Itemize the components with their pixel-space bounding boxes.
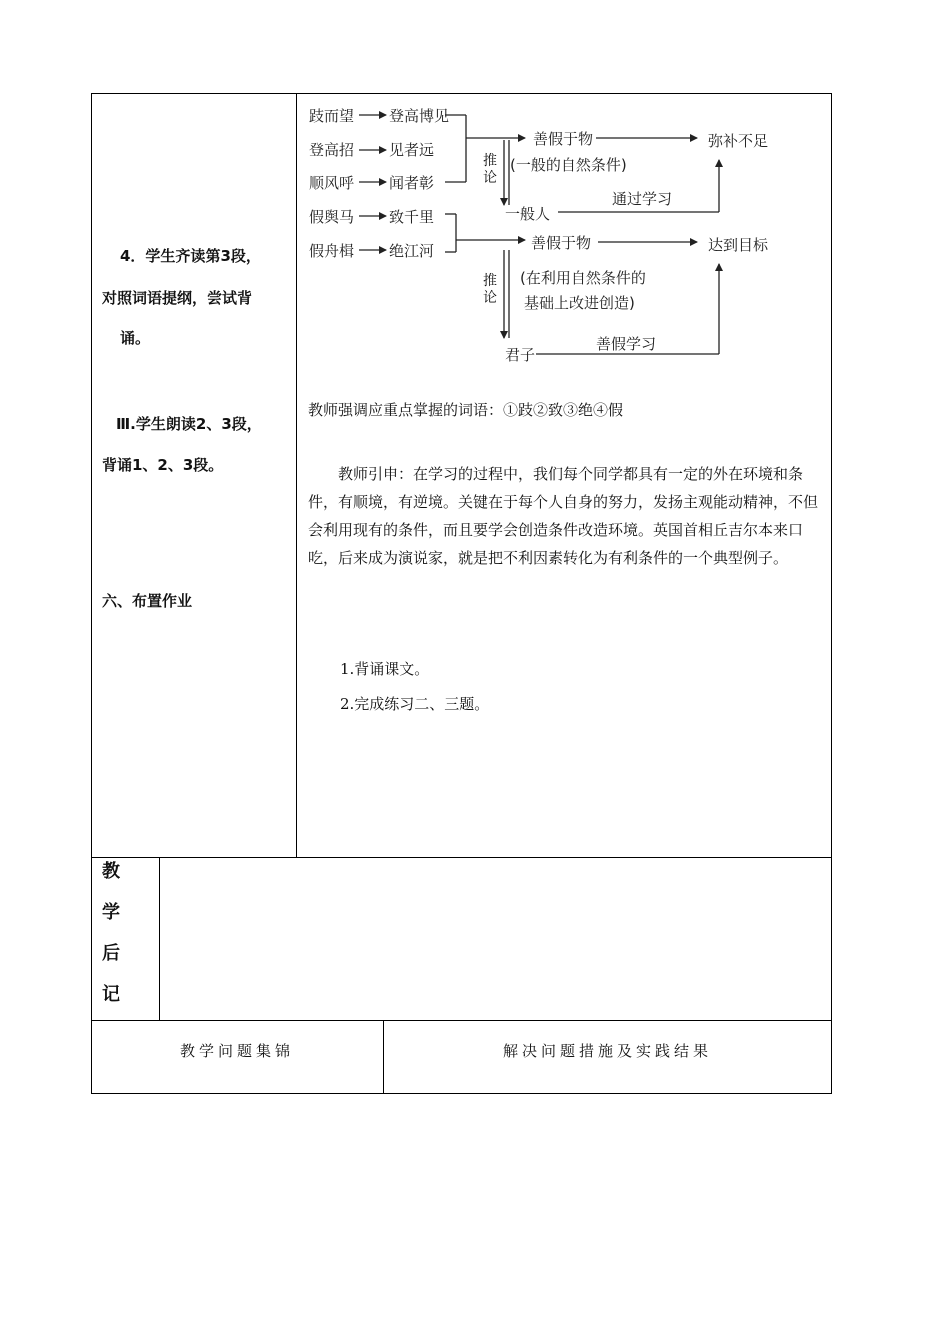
infer-label-1-char-1: 推 bbox=[483, 153, 497, 169]
row2-left-1: 假舆马 bbox=[309, 208, 355, 226]
row1-right-3: 闻者彰 bbox=[389, 174, 435, 192]
row1-right-1: 登高博见 bbox=[389, 107, 450, 125]
top-result: 弥补不足 bbox=[708, 132, 769, 150]
bottom-result: 达到目标 bbox=[708, 236, 769, 254]
infer-label-2-char-2: 论 bbox=[483, 290, 497, 306]
postscript-char-3: 后 bbox=[102, 943, 120, 964]
postscript-char-4: 记 bbox=[102, 984, 120, 1005]
homework-heading: 六、布置作业 bbox=[102, 592, 193, 610]
step4-line-1: 4．学生齐读第3段， bbox=[120, 247, 261, 265]
homework-item-1: 1.背诵课文。 bbox=[340, 660, 430, 678]
good-study: 善假学习 bbox=[596, 335, 657, 353]
homework-item-2: 2.完成练习二、三题。 bbox=[340, 695, 490, 713]
footer-problems-header: 教学问题集锦 bbox=[179, 1042, 294, 1060]
postscript-char-1: 教 bbox=[102, 861, 120, 882]
infer-label-1-char-2: 论 bbox=[483, 170, 497, 186]
footer-solutions-header: 解决问题措施及实践结果 bbox=[502, 1042, 712, 1060]
junzi: 君子 bbox=[505, 346, 536, 364]
postscript-divider bbox=[159, 857, 160, 1020]
top-mid-note: (一般的自然条件) bbox=[510, 156, 627, 174]
step4-line-2: 对照词语提纲，尝试背 bbox=[102, 289, 253, 307]
row-divider-postscript bbox=[91, 857, 832, 858]
postscript-char-2: 学 bbox=[102, 902, 120, 923]
row1-left-1: 跂而望 bbox=[309, 107, 355, 125]
bottom-mid: 善假于物 bbox=[531, 234, 592, 252]
row2-right-2: 绝江河 bbox=[389, 242, 435, 260]
bottom-mid-note-2: 基础上改进创造) bbox=[524, 294, 635, 312]
teacher-extension-paragraph: 教师引申：在学习的过程中，我们每个同学都具有一定的外在环境和条件，有顺境，有逆境。关键在于每个人自身的努力，发扬主观能动精神，不但会利用现有的条件，而且要学会创造条件改造环境。英国首相丘吉尔本来口吃，后来成为演说家，就是把不利因素转化为有利条件的一个典型例子。 bbox=[308, 465, 819, 567]
infer-label-2-char-1: 推 bbox=[483, 273, 497, 289]
row-divider-footer bbox=[91, 1020, 832, 1021]
key-words-note: 教师强调应重点掌握的词语：①跂②致③绝④假 bbox=[308, 401, 624, 419]
bottom-mid-note-1: (在利用自然条件的 bbox=[520, 269, 646, 287]
step3-line-2: 背诵1、2、3段。 bbox=[102, 456, 224, 474]
row1-right-2: 见者远 bbox=[389, 141, 435, 159]
row2-right-1: 致千里 bbox=[389, 208, 435, 226]
step4-line-3: 诵。 bbox=[120, 329, 151, 347]
diagram-lines bbox=[0, 0, 950, 370]
top-mid: 善假于物 bbox=[533, 130, 594, 148]
row1-left-2: 登高招 bbox=[309, 141, 355, 159]
common-person: 一般人 bbox=[505, 205, 551, 223]
postscript-content bbox=[161, 859, 831, 1019]
via-study: 通过学习 bbox=[612, 190, 673, 208]
row2-left-2: 假舟楫 bbox=[309, 242, 355, 260]
step3-line-1: Ⅲ.学生朗读2、3段， bbox=[116, 415, 262, 433]
row1-left-3: 顺风呼 bbox=[309, 174, 355, 192]
